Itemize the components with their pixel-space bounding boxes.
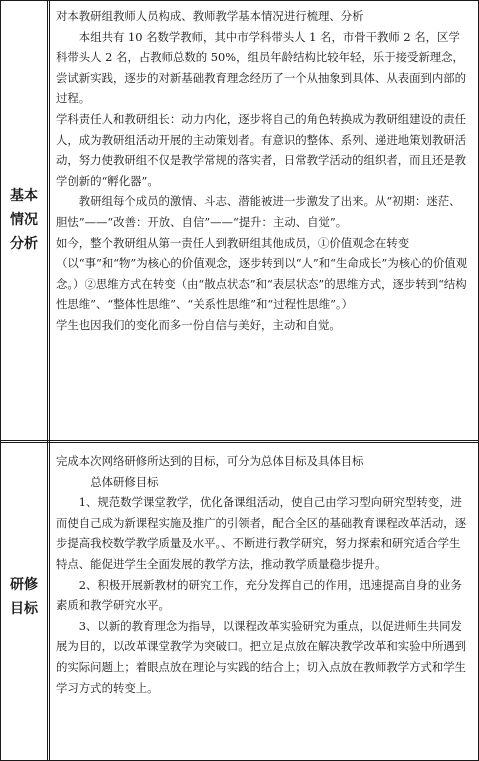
paragraph: 本组共有 10 名数学教师，其中市学科带头人 1 名，市骨干教师 2 名，区学科带头人 2 名，占教师总数的 50%，组员年龄结构比较年轻，乐于接受新理念，尝试新实践，逐步的对新基础教育理念经历了一个从抽象到具体、从表面到内部的过程。 bbox=[56, 29, 467, 106]
goal-item: 1、规范数学课堂教学，优化备课组活动，使自己由学习型向研究型转变，进而使自己成为新课程实施及推广的引领者，配合全区的基础教育课程改革活动，逐步提高我校数学教学质量及水平。、不断进行教学研究，努力探索和研究适合学生特点、能促进学生全面发展的教学方法，推动教学质量稳步提升。 bbox=[56, 495, 467, 571]
row-divider-double bbox=[0, 442, 479, 443]
goal-item: 2、积极开展新教材的研究工作，充分发挥自己的作用，迅速提高自身的业务素质和教学研究水平。 bbox=[56, 577, 462, 613]
label-line: 目标 bbox=[10, 601, 38, 617]
research-goal-content bbox=[56, 451, 470, 698]
label-line: 情况 bbox=[10, 212, 38, 228]
subheading: 总体研修目标 bbox=[90, 474, 159, 489]
column-divider bbox=[47, 0, 48, 761]
basic-situation-content bbox=[56, 6, 470, 336]
paragraph: 如今，整个教研组从第一责任人到教研组其他成员，①价值观念在转变（以“事”和“物”为核心的价值观念，逐步转到以“人”和“生命成长”为核心的价值观念。）②思维方式在转变（由“散点状态”和“表层状态”的思维方式，逐步转到“结构性思维”、“整体性思维”、“关系性思维”和“过程性思维”。） bbox=[56, 235, 468, 312]
paragraph: 学科责任人和教研组长：动力内化，逐步将自己的角色转换成为教研组建设的责任人，成为教研组活动开展的主动策划者。有意识的整体、系列、递进地策划教研活动，努力使教研组不仅是教学常规的落实者，日常教学活动的组织者，而且还是教学创新的“孵化器”。 bbox=[56, 111, 467, 188]
paragraph: 教研组每个成员的激情、斗志、潜能被进一步激发了出来。从“初期：迷茫、胆怯”——“改善：开放、自信”——“提升：主动、自觉”。 bbox=[56, 194, 461, 229]
table-left-border bbox=[0, 0, 1, 761]
basic-situation-label bbox=[0, 184, 48, 256]
label-line: 研修 bbox=[10, 577, 38, 593]
table-top-border bbox=[0, 0, 479, 1]
label-line: 分析 bbox=[10, 236, 38, 252]
goal-item: 3、以新的教育理念为指导，以课程改革实验研究为重点，以促进师生共同发展为目的，以改革课堂教学为突破口。把立足点放在解决教学改革和实验中所遇到的实际问题上；着眼点放在理论与实践的结合上；切入点放在教师教学方式和学生学习方式的转变上。 bbox=[56, 618, 467, 695]
label-line: 基本 bbox=[10, 188, 38, 204]
column-divider-double bbox=[49, 0, 50, 761]
section-intro: 完成本次网络研修所达到的目标，可分为总体目标及具体目标 bbox=[56, 454, 364, 468]
section-heading: 对本教研组教师人员构成、教师教学基本情况进行梳理、分析 bbox=[56, 9, 364, 23]
row-divider bbox=[0, 440, 479, 441]
paragraph: 学生也因我们的变化而多一份自信与美好，主动和自觉。 bbox=[56, 317, 341, 332]
research-goal-label bbox=[0, 573, 48, 621]
